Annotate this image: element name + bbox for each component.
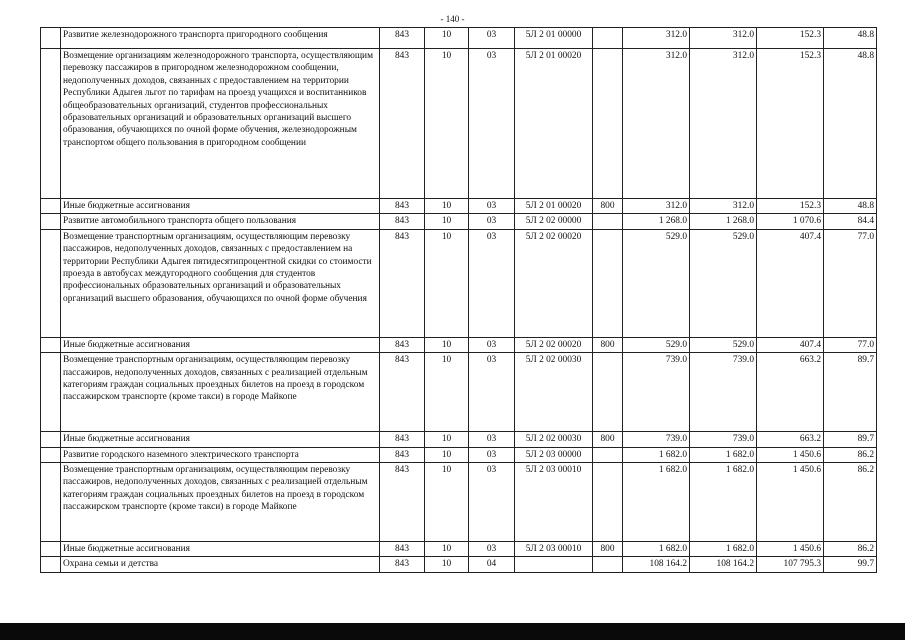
executed-amount-cell: 1 450.6 (757, 463, 824, 542)
article-name-cell: Иные бюджетные ассигнования (61, 199, 380, 214)
table-row (41, 447, 877, 462)
approved-amount-cell: 312.0 (623, 199, 690, 214)
budget-list-amount-cell: 1 682.0 (690, 542, 757, 557)
table-row (41, 214, 877, 229)
expense-type-cell (593, 49, 623, 199)
section-code-cell: 10 (425, 463, 469, 542)
expense-type-cell (593, 557, 623, 572)
row-stub-cell (41, 214, 61, 229)
row-stub-cell (41, 337, 61, 352)
subsection-code-cell: 03 (469, 199, 515, 214)
approved-amount-cell: 739.0 (623, 432, 690, 447)
expense-type-cell (593, 229, 623, 337)
ministry-code-cell: 843 (380, 199, 425, 214)
approved-amount-cell: 529.0 (623, 229, 690, 337)
section-code-cell: 10 (425, 447, 469, 462)
execution-percent-cell: 77.0 (824, 337, 877, 352)
article-name-cell: Иные бюджетные ассигнования (61, 337, 380, 352)
row-stub-cell (41, 199, 61, 214)
executed-amount-cell: 663.2 (757, 353, 824, 432)
section-code-cell: 10 (425, 229, 469, 337)
target-article-cell: 5Л 2 02 00000 (515, 214, 593, 229)
budget-table-body (41, 28, 877, 573)
subsection-code-cell: 03 (469, 214, 515, 229)
ministry-code-cell: 843 (380, 463, 425, 542)
budget-table (40, 27, 877, 573)
expense-type-cell (593, 214, 623, 229)
subsection-code-cell: 03 (469, 447, 515, 462)
ministry-code-cell: 843 (380, 49, 425, 199)
budget-list-amount-cell: 739.0 (690, 432, 757, 447)
row-stub-cell (41, 542, 61, 557)
execution-percent-cell: 89.7 (824, 353, 877, 432)
article-name-cell: Развитие железнодорожного транспорта пригородного сообщения (61, 28, 380, 49)
execution-percent-cell: 48.8 (824, 28, 877, 49)
target-article-cell: 5Л 2 01 00020 (515, 49, 593, 199)
table-row (41, 463, 877, 542)
ministry-code-cell: 843 (380, 214, 425, 229)
article-name-cell: Иные бюджетные ассигнования (61, 432, 380, 447)
budget-list-amount-cell: 739.0 (690, 353, 757, 432)
target-article-cell: 5Л 2 01 00000 (515, 28, 593, 49)
expense-type-cell (593, 463, 623, 542)
execution-percent-cell: 48.8 (824, 49, 877, 199)
article-name-cell: Охрана семьи и детства (61, 557, 380, 572)
expense-type-cell: 800 (593, 199, 623, 214)
executed-amount-cell: 152.3 (757, 49, 824, 199)
budget-list-amount-cell: 529.0 (690, 337, 757, 352)
table-row (41, 49, 877, 199)
expense-type-cell (593, 353, 623, 432)
subsection-code-cell: 03 (469, 463, 515, 542)
execution-percent-cell: 86.2 (824, 542, 877, 557)
section-code-cell: 10 (425, 557, 469, 572)
subsection-code-cell: 03 (469, 542, 515, 557)
section-code-cell: 10 (425, 542, 469, 557)
page-number: - 140 - (440, 14, 465, 24)
table-row (41, 28, 877, 49)
target-article-cell: 5Л 2 01 00020 (515, 199, 593, 214)
executed-amount-cell: 152.3 (757, 28, 824, 49)
budget-list-amount-cell: 529.0 (690, 229, 757, 337)
row-stub-cell (41, 557, 61, 572)
target-article-cell: 5Л 2 02 00030 (515, 432, 593, 447)
row-stub-cell (41, 49, 61, 199)
subsection-code-cell: 04 (469, 557, 515, 572)
executed-amount-cell: 1 070.6 (757, 214, 824, 229)
execution-percent-cell: 84.4 (824, 214, 877, 229)
budget-list-amount-cell: 312.0 (690, 199, 757, 214)
subsection-code-cell: 03 (469, 337, 515, 352)
article-name-cell: Возмещение транспортным организациям, осуществляющим перевозку пассажиров, недополученных доходов, связанных с предоставлением на территории Республики Адыгея пятидесятипроцентной скидки со стоимости проезда в автобусах междугородного сообщения для студентов профессиональных образовательных организаций и образовательных организаций высшего образования, обучающихся по очной форме обучения (61, 229, 380, 337)
target-article-cell (515, 557, 593, 572)
subsection-code-cell: 03 (469, 229, 515, 337)
expense-type-cell: 800 (593, 337, 623, 352)
ministry-code-cell: 843 (380, 337, 425, 352)
budget-list-amount-cell: 1 268.0 (690, 214, 757, 229)
target-article-cell: 5Л 2 03 00010 (515, 542, 593, 557)
section-code-cell: 10 (425, 353, 469, 432)
section-code-cell: 10 (425, 49, 469, 199)
expense-type-cell (593, 28, 623, 49)
article-name-cell: Иные бюджетные ассигнования (61, 542, 380, 557)
budget-list-amount-cell: 312.0 (690, 49, 757, 199)
ministry-code-cell: 843 (380, 447, 425, 462)
ministry-code-cell: 843 (380, 353, 425, 432)
target-article-cell: 5Л 2 02 00030 (515, 353, 593, 432)
row-stub-cell (41, 229, 61, 337)
approved-amount-cell: 1 682.0 (623, 542, 690, 557)
row-stub-cell (41, 432, 61, 447)
article-name-cell: Развитие городского наземного электрического транспорта (61, 447, 380, 462)
section-code-cell: 10 (425, 28, 469, 49)
target-article-cell: 5Л 2 03 00000 (515, 447, 593, 462)
executed-amount-cell: 407.4 (757, 337, 824, 352)
approved-amount-cell: 1 268.0 (623, 214, 690, 229)
section-code-cell: 10 (425, 199, 469, 214)
table-row (41, 337, 877, 352)
subsection-code-cell: 03 (469, 432, 515, 447)
target-article-cell: 5Л 2 02 00020 (515, 229, 593, 337)
article-name-cell: Развитие автомобильного транспорта общего пользования (61, 214, 380, 229)
subsection-code-cell: 03 (469, 28, 515, 49)
expense-type-cell: 800 (593, 432, 623, 447)
table-row (41, 353, 877, 432)
ministry-code-cell: 843 (380, 229, 425, 337)
table-row (41, 229, 877, 337)
approved-amount-cell: 1 682.0 (623, 463, 690, 542)
budget-list-amount-cell: 312.0 (690, 28, 757, 49)
execution-percent-cell: 86.2 (824, 463, 877, 542)
executed-amount-cell: 152.3 (757, 199, 824, 214)
article-name-cell: Возмещение организациям железнодорожного транспорта, осуществляющим перевозку пассажиров в пригородном железнодорожном сообщении, недополученных доходов, связанных с предоставлением на территории Республики Адыгея льгот по тарифам на проезд учащихся и воспитанников общеобразовательных организаций, студентов профессиональных образовательных организаций и образовательных организаций высшего образования, обучающихся по очной форме обучения, железнодорожным транспортом общего пользования в пригородном сообщении (61, 49, 380, 199)
execution-percent-cell: 99.7 (824, 557, 877, 572)
budget-list-amount-cell: 108 164.2 (690, 557, 757, 572)
table-row (41, 542, 877, 557)
budget-list-amount-cell: 1 682.0 (690, 447, 757, 462)
ministry-code-cell: 843 (380, 28, 425, 49)
approved-amount-cell: 529.0 (623, 337, 690, 352)
approved-amount-cell: 312.0 (623, 49, 690, 199)
approved-amount-cell: 1 682.0 (623, 447, 690, 462)
approved-amount-cell: 108 164.2 (623, 557, 690, 572)
approved-amount-cell: 739.0 (623, 353, 690, 432)
executed-amount-cell: 107 795.3 (757, 557, 824, 572)
budget-list-amount-cell: 1 682.0 (690, 463, 757, 542)
expense-type-cell (593, 447, 623, 462)
subsection-code-cell: 03 (469, 49, 515, 199)
scan-edge-bar (0, 623, 905, 640)
row-stub-cell (41, 447, 61, 462)
article-name-cell: Возмещение транспортным организациям, осуществляющим перевозку пассажиров, недополученных доходов, связанных с реализацией отдельным категориям граждан социальных проездных билетов на проезд в городском пассажирском транспорте (кроме такси) в городе Майкопе (61, 353, 380, 432)
target-article-cell: 5Л 2 02 00020 (515, 337, 593, 352)
target-article-cell: 5Л 2 03 00010 (515, 463, 593, 542)
executed-amount-cell: 1 450.6 (757, 447, 824, 462)
table-row (41, 557, 877, 572)
row-stub-cell (41, 28, 61, 49)
ministry-code-cell: 843 (380, 542, 425, 557)
approved-amount-cell: 312.0 (623, 28, 690, 49)
executed-amount-cell: 407.4 (757, 229, 824, 337)
execution-percent-cell: 48.8 (824, 199, 877, 214)
ministry-code-cell: 843 (380, 557, 425, 572)
row-stub-cell (41, 463, 61, 542)
subsection-code-cell: 03 (469, 353, 515, 432)
executed-amount-cell: 1 450.6 (757, 542, 824, 557)
expense-type-cell: 800 (593, 542, 623, 557)
executed-amount-cell: 663.2 (757, 432, 824, 447)
row-stub-cell (41, 353, 61, 432)
ministry-code-cell: 843 (380, 432, 425, 447)
article-name-cell: Возмещение транспортным организациям, осуществляющим перевозку пассажиров, недополученных доходов, связанных с реализацией отдельным категориям граждан социальных проездных билетов на проезд в городском пассажирском транспорте (кроме такси) в городе Майкопе (61, 463, 380, 542)
section-code-cell: 10 (425, 432, 469, 447)
execution-percent-cell: 89.7 (824, 432, 877, 447)
table-row (41, 432, 877, 447)
table-row (41, 199, 877, 214)
section-code-cell: 10 (425, 337, 469, 352)
execution-percent-cell: 77.0 (824, 229, 877, 337)
section-code-cell: 10 (425, 214, 469, 229)
execution-percent-cell: 86.2 (824, 447, 877, 462)
